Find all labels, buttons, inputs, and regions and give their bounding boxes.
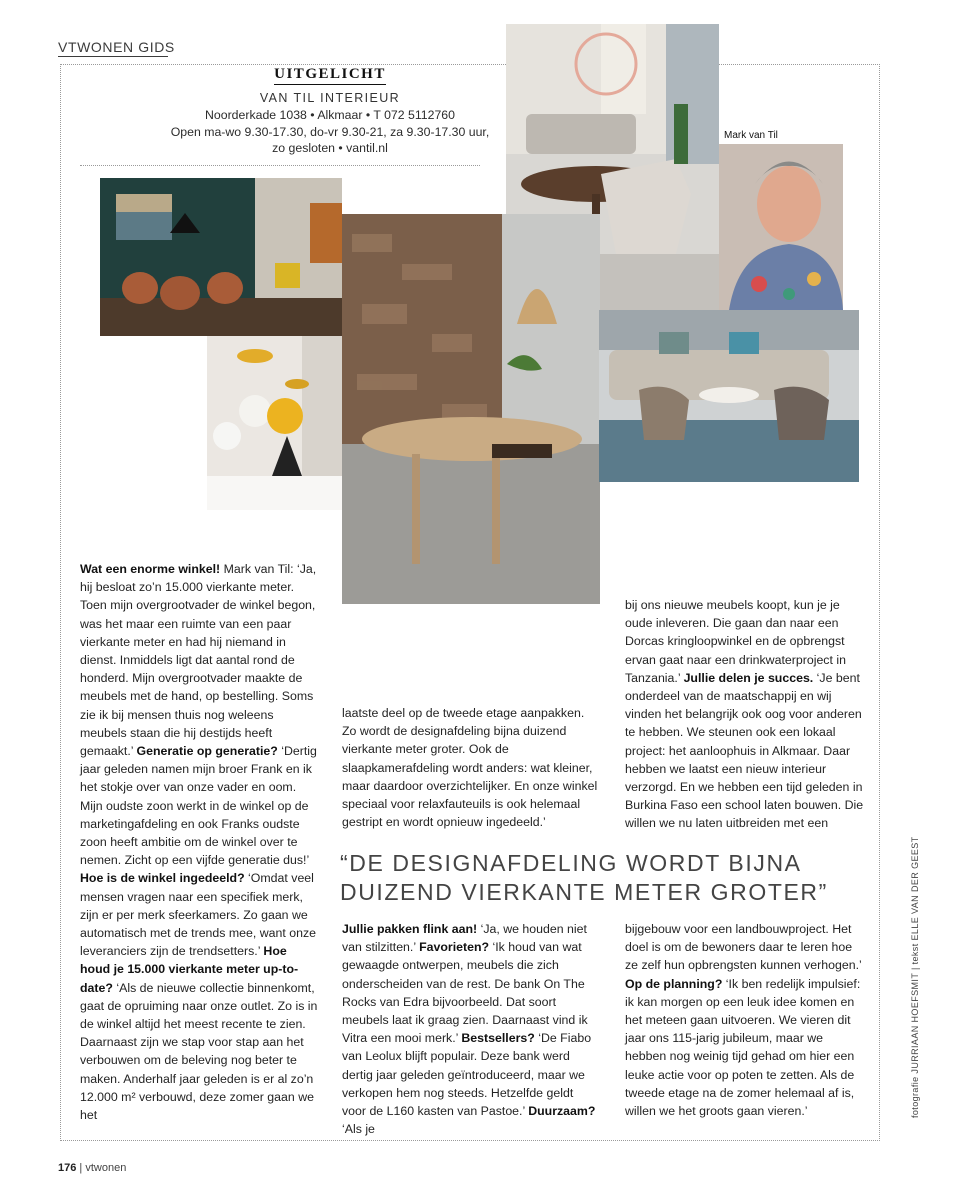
answer-2: ‘Dertig jaar geleden namen mijn broer Frank en ik het stokje over van onze vader en oom. Mijn oudste zoon werkt in de winkel op de marketingafdeling en ook Franks oudste zoon heeft ambitie om de winkel over te nemen. Zicht op een vijfde generatie dus!’	[80, 744, 317, 868]
question-8: Bestsellers?	[461, 1031, 535, 1046]
answer-5: ‘Je bent onderdeel van de maatschappij en wij vinden het belangrijk ook oog voor anderen te hebben. We steunen ook een lokaal project: het aanloophuis in Alkmaar. Daar hebben we laatst een nieuw interieur verzorgd. En we hebben een tijd geleden in Burkina Faso een school laten bouwen. Die willen we nu laten uitbreiden met een	[625, 670, 864, 831]
store-info-header	[140, 66, 520, 157]
question-5: Jullie delen je succes.	[683, 670, 814, 685]
question-6: Jullie pakken flink aan!	[342, 922, 478, 936]
question-4: Hoe houd je 15.000 vierkante meter up-to-date?	[80, 944, 299, 995]
answer-7: ‘Ik houd van wat gewaagde ontwerpen, meubels die zich onderscheiden van de rest. De bank On The Rocks van Edra bijvoorbeeld. Dat soort meubels laat ik graag zien. Daarnaast vind ik Vitra een mooi merk.’	[342, 940, 588, 1046]
lounge-sofa-photo	[599, 310, 859, 482]
paragraph: laatste deel op de tweede etage aanpakken. Zo wordt de designafdeling bijna duizend vierkante meter groter. Ook de slaapkamerafdeling wordt anders: wat kleiner, maar daardoor overzichtelijker. En onze winkel speciaal voor relaxfauteuils is ook helemaal gestript en wordt opnieuw ingedeeld.’	[342, 706, 598, 830]
lamps-photo	[207, 336, 342, 510]
question-9: Duurzaam?	[528, 1104, 596, 1119]
answer-3: ‘Omdat veel mensen vragen naar een specifiek merk, zijn er per merk sfeerkamers. Zo gaan we automatisch met de trends mee, want onze leveranciers zijn de trendsetters.’	[80, 871, 317, 959]
question-1: Wat een enorme winkel!	[80, 562, 221, 576]
dining-room-photo	[100, 178, 342, 336]
kicker: UITGELICHT	[274, 66, 386, 85]
article-column-2-bottom	[342, 920, 600, 1138]
answer-1: Mark van Til: ‘Ja, hij besloat zo’n 15.000 vierkante meter. Toen mijn overgrootvader de winkel begon, was het maar een ruimte van een paar vierkante meter en had hij niemand in dienst. Inmiddels ligt dat aantal rond de honderd. Mijn overgrootvader maakte de meubels met de hand, op bestelling. Soms zie ik bij mensen thuis nog weleens meubels staan die hij destijds heeft gemaakt.’	[80, 562, 317, 759]
article-column-3-top	[625, 596, 865, 833]
footer-separator: |	[76, 1162, 86, 1174]
pull-quote: “DE DESIGNAFDELING WORDT BIJNA DUIZEND VIERKANTE METER GROTER”	[340, 850, 828, 905]
magazine-name: vtwonen	[85, 1162, 127, 1174]
section-underline	[58, 56, 168, 57]
header-divider	[80, 165, 480, 166]
article-column-2-top	[342, 704, 600, 831]
wood-wall-dining-photo	[342, 214, 600, 604]
question-3: Hoe is de winkel ingedeeld?	[80, 871, 245, 886]
photo-caption: Mark van Til	[724, 130, 778, 141]
article-column-3-bottom	[625, 920, 865, 1120]
answer-6: ‘Ja, we houden niet van stilzitten.’	[342, 922, 587, 955]
answer-9: ‘Als je	[342, 1122, 375, 1137]
article-column-1	[80, 560, 320, 1124]
store-address: Noorderkade 1038 • Alkmaar • T 072 5112760	[205, 108, 455, 122]
store-hours: Open ma-wo 9.30-17.30, do-vr 9.30-21, za 9.30-17.30 uur,	[170, 124, 490, 139]
question-10: Op de planning?	[625, 976, 723, 991]
answer-10: ‘Ik ben redelijk impulsief: ik kan morgen op een leuk idee komen en het meteen gaan uitvoeren. We vieren dit jaar ons 115-jarig jubileum, maar we hebben nog weinig tijd gehad om hier een leuke actie voor op poten te zetten. Als de tweede etage na de zomer helemaal af is, willen we het groots gaan vieren.’	[625, 976, 861, 1119]
answer-8: ‘De Fiabo van Leolux blijft populair. Deze bank werd dertig jaar geleden geïntroduceerd, maar we verkopen hem nog steeds. Hetzelfde geldt voor de L160 kasten van Pastoe.’	[342, 1031, 592, 1119]
paragraph-continued: bij ons nieuwe meubels koopt, kun je je oude inleveren. Die gaan dan naar een Dorcas kringloopwinkel en de opbrengst ervan gaat naar een drinkwaterproject in Tanzania.’	[625, 598, 846, 685]
photo-credit: fotografie JURRIAAN HOEFSMIT | tekst ELLE VAN DER GEEST	[910, 836, 920, 1118]
paragraph-continued-2: bijgebouw voor een landbouwproject. Het doel is om de bewoners daar te leren hoe ze zelf hun opbrengsten kunnen verhogen.’	[625, 922, 862, 973]
answer-4: ‘Als de nieuwe collectie binnenkomt, gaat de opruiming naar onze outlet. Zo is in de winkel altijd het meest recente te zien. Daarnaast zijn we stap voor stap aan het verbouwen om de beleving nog beter te maken. Anderhalf jaar geleden is er al zo’n 12.000 m² verbouwd, deze zomer gaan we het	[80, 980, 318, 1123]
section-label: VTWONEN GIDS	[58, 39, 175, 55]
page-number: 176	[58, 1162, 77, 1174]
page-footer	[58, 1162, 126, 1174]
question-7: Favorieten?	[419, 940, 490, 955]
store-name: VAN TIL INTERIEUR	[259, 90, 401, 105]
question-2: Generatie op generatie?	[136, 744, 278, 759]
portrait-photo	[719, 144, 843, 310]
store-hours-2: zo gesloten • vantil.nl	[272, 141, 388, 155]
